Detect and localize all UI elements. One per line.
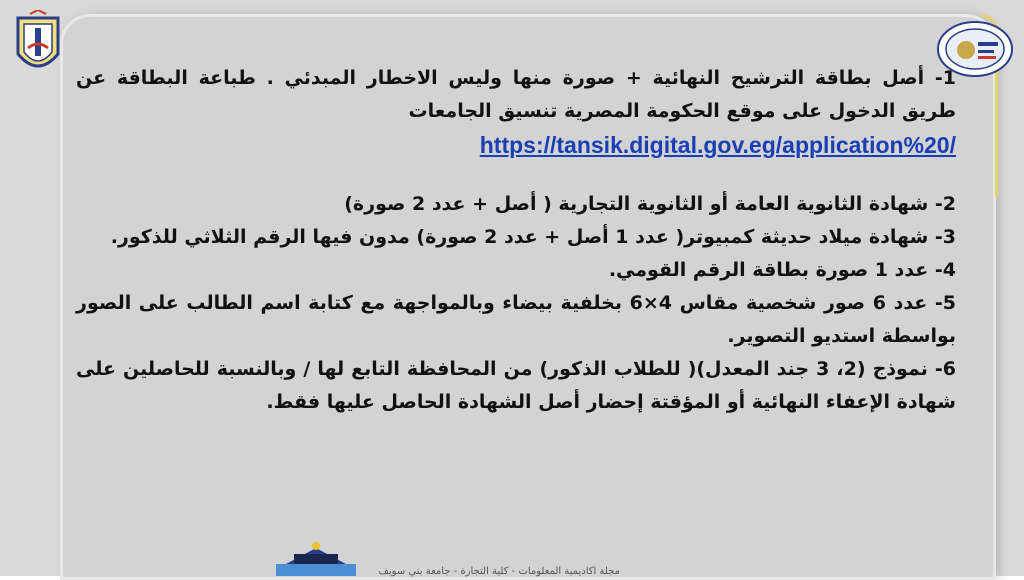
requirement-item-1: 1- أصل بطاقة الترشيح النهائية + صورة منها وليس الاخطار المبدئي . طباعة البطاقة عن طريق الدخول على موقع الحكومة المصرية تنسيق الجامعات <box>76 67 956 122</box>
requirement-item-3: 3- شهادة ميلاد حديثة كمبيوتر( عدد 1 أصل + عدد 2 صورة) مدون فيها الرقم الثلاثي للذكور. <box>110 226 956 248</box>
requirement-item-6: 6- نموذج (2، 3 جند المعدل)( للطلاب الذكور) من المحافظة التابع لها / وبالنسبة للحاصلين على شهادة الإعفاء النهائية أو المؤقتة إحضار أصل الشهادة الحاصل عليها فقط. <box>76 358 956 413</box>
requirement-item-2: 2- شهادة الثانوية العامة أو الثانوية التجارية ( أصل + عدد 2 صورة) <box>344 193 956 215</box>
requirements-list <box>76 62 956 419</box>
tansik-link[interactable]: https://tansik.digital.gov.eg/application%20/ <box>479 132 956 158</box>
requirement-item-5: 5- عدد 6 صور شخصية مقاس 4×6 بخلفية بيضاء وبالمواجهة مع كتابة اسم الطالب على الصور بواسطة استديو التصوير. <box>76 292 956 347</box>
university-crest-icon <box>14 10 62 80</box>
building-logo-icon <box>276 540 356 576</box>
spacer <box>76 162 956 188</box>
footer-caption: مجلة أكاديمية المعلومات - كلية التجارة - جامعة بني سويف <box>378 566 620 577</box>
requirement-item-4: 4- عدد 1 صورة بطاقة الرقم القومي. <box>608 259 956 281</box>
